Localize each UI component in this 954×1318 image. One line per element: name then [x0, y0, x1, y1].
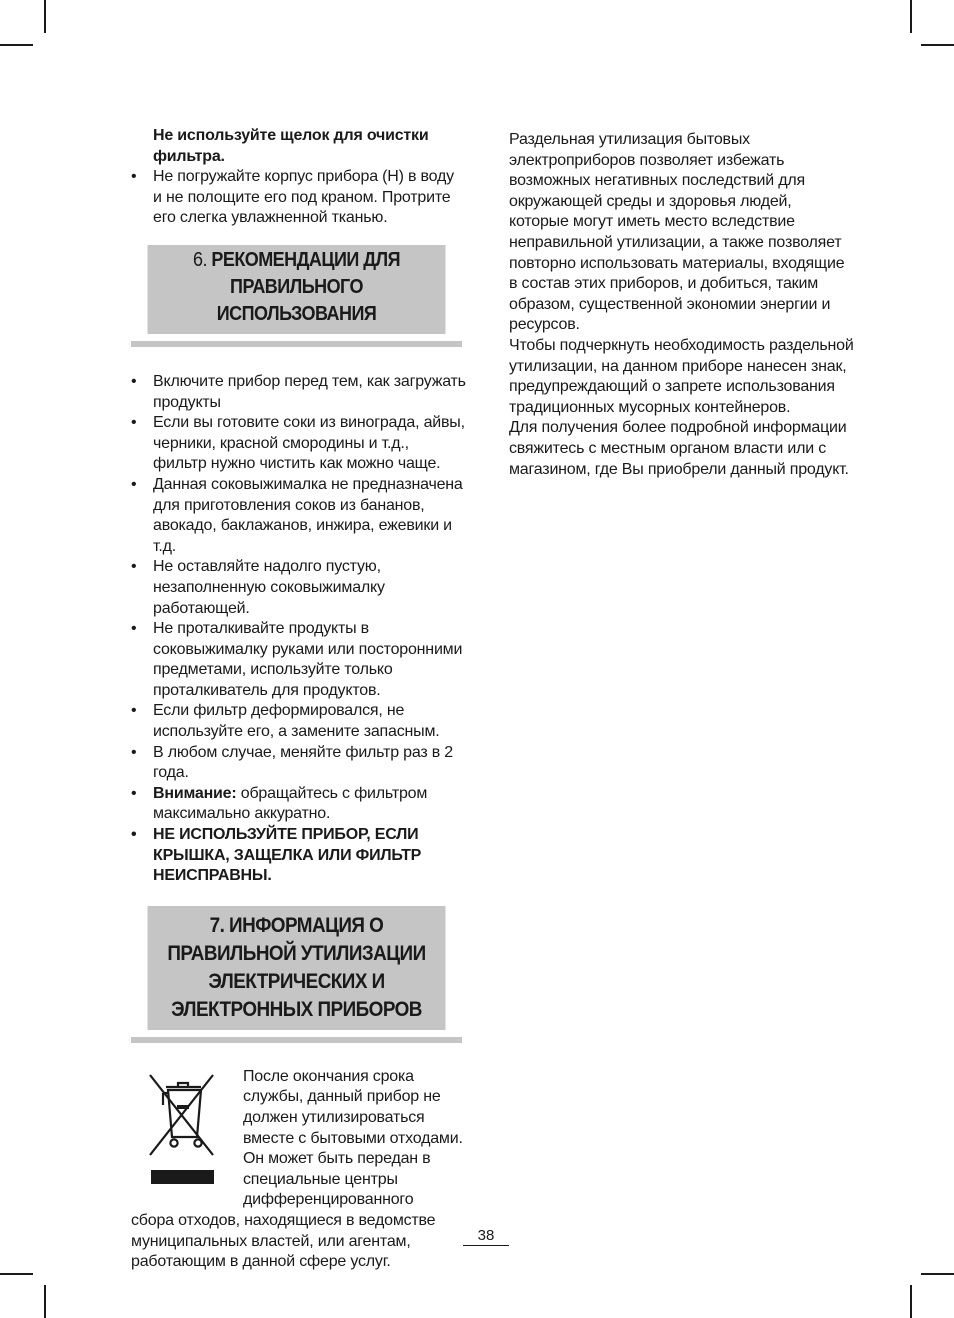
crop-mark	[921, 1273, 954, 1275]
list-item-warning	[131, 784, 466, 825]
list-item: • Не оставляйте надолго пустую, незаполненную соковыжималку работающей.	[131, 557, 466, 619]
crop-mark	[0, 1273, 33, 1275]
filter-cleaning-warning: Не используйте щелок для очистки фильтра.	[153, 127, 429, 165]
section-6-number: 6.	[192, 248, 207, 271]
section-7-heading	[131, 906, 462, 1043]
list-item-critical: • НЕ ИСПОЛЬЗУЙТЕ ПРИБОР, ЕСЛИ КРЫШКА, ЗАЩЕЛКА ИЛИ ФИЛЬТР НЕИСПРАВНЫ.	[131, 825, 466, 887]
list-item: • Данная соковыжималка не предназначена для приготовления соков из бананов, авокадо, баклажанов, инжира, ежевики и т.д.	[131, 475, 466, 557]
list-item: • В любом случае, меняйте фильтр раз в 2 года.	[131, 743, 466, 784]
page-number: 38	[463, 1227, 509, 1246]
crossed-out-wheelie-bin-icon	[141, 1071, 221, 1185]
weee-text-beside-icon: После окончания срока службы, данный прибор не должен утилизироваться вместе с бытовыми отходами. Он может быть передан в специальные центры дифференцированного	[243, 1067, 463, 1209]
crop-mark	[0, 44, 33, 46]
section-6-bullet-list	[131, 372, 466, 887]
list-item: • Не погружайте корпус прибора (H) в воду и не полощите его под краном. Протрите его слегка увлажненной тканью.	[131, 167, 466, 229]
list-item: • Включите прибор перед тем, как загружать продукты	[131, 372, 466, 413]
list-item: • Не проталкивайте продукты в соковыжималку руками или посторонними предметами, используйте только проталкиватель для продуктов.	[131, 619, 466, 701]
crop-mark	[910, 0, 912, 33]
section-7-heading-band: 7. ИНФОРМАЦИЯ О ПРАВИЛЬНОЙ УТИЛИЗАЦИИ ЭЛЕКТРИЧЕСКИХ И ЭЛЕКТРОННЫХ ПРИБОРОВ	[148, 906, 446, 1030]
recycling-paragraph-2: Чтобы подчеркнуть необходимость раздельной утилизации, на данном приборе нанесен знак, предупреждающий о запрете использования традиционных мусорных контейнеров.	[509, 336, 854, 416]
left-column	[131, 126, 466, 1273]
right-column	[509, 130, 854, 480]
recycling-paragraph-3: Для получения более подробной информации свяжитесь с местным органом власти или с магазином, где Вы приобрели данный продукт.	[509, 419, 849, 478]
crop-mark	[910, 1285, 912, 1318]
weee-text-below-icon: сбора отходов, находящиеся в ведомстве муниципальных властей, или агентам, работающим в данной сфере услуг.	[131, 1211, 436, 1271]
section-6-title: РЕКОМЕНДАЦИИ ДЛЯ ПРАВИЛЬНОГО ИСПОЛЬЗОВАНИЯ	[211, 248, 400, 325]
crop-mark	[921, 44, 954, 46]
crop-mark	[44, 1285, 46, 1318]
section-6-heading	[131, 245, 462, 347]
warning-label: Внимание:	[153, 784, 237, 802]
list-item: • Если фильтр деформировался, не используйте его, а замените запасным.	[131, 701, 466, 742]
warning-text: обращайтесь с фильтром максимально аккуратно.	[153, 784, 428, 823]
intro-bullet-list	[131, 167, 466, 229]
weee-block	[131, 1067, 466, 1273]
list-item: • Если вы готовите соки из винограда, айвы, черники, красной смородины и т.д., фильтр нужно чистить как можно чаще.	[131, 413, 466, 475]
recycling-paragraph-1: Раздельная утилизация бытовых электроприборов позволяет избежать возможных негативных последствий для окружающей среды и здоровья людей, которые могут иметь место вследствие неправильной утилизации, а также позволяет повторно использовать материалы, входящие в состав этих приборов, и добиться, таким образом, существенной экономии энергии и ресурсов.	[509, 131, 845, 334]
section-6-heading-band	[148, 245, 446, 334]
crop-mark	[44, 0, 46, 33]
